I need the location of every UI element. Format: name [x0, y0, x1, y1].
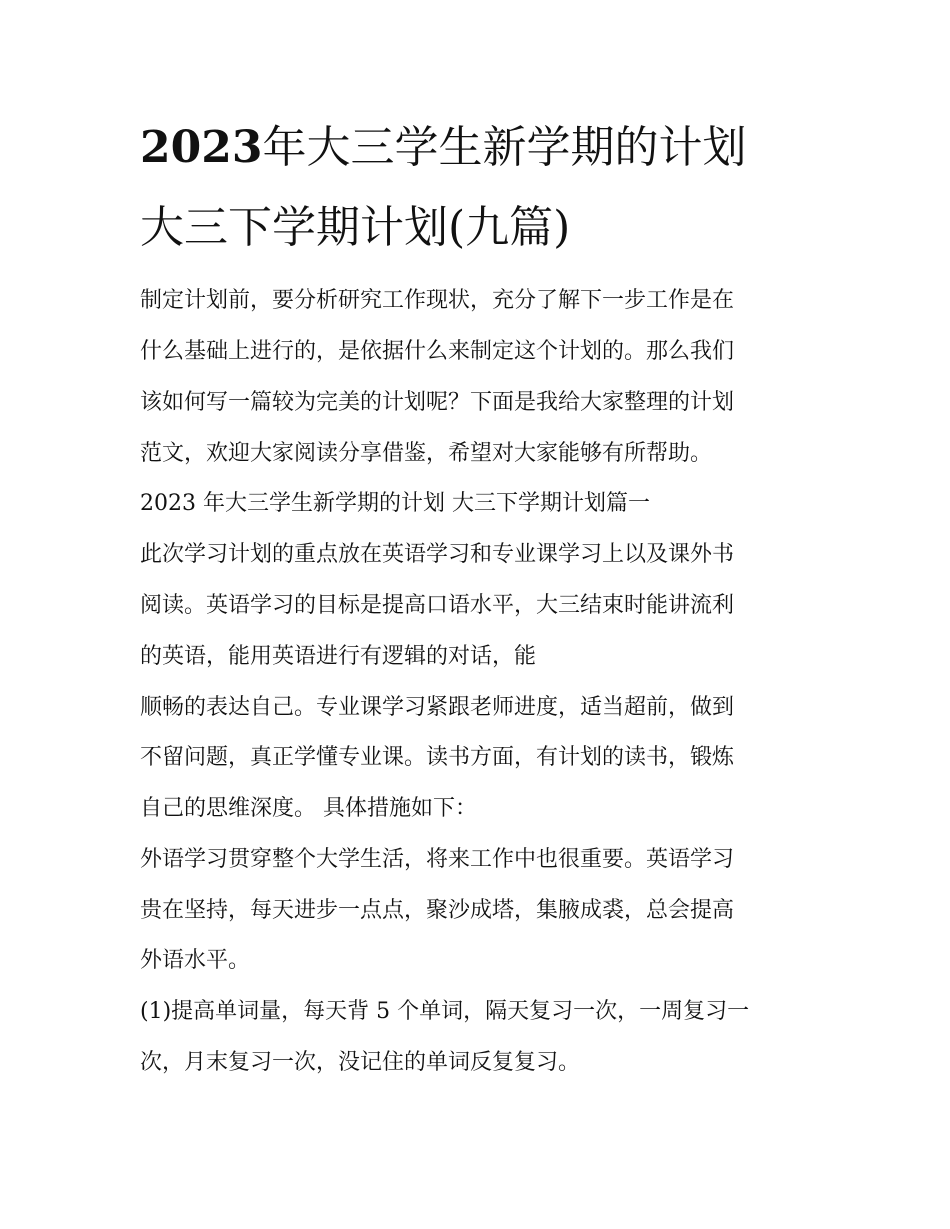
paragraph-line: 该如何写一篇较为完美的计划呢？下面是我给大家整理的计划: [140, 390, 735, 415]
paragraph-line: 自己的思维深度。 具体措施如下：: [140, 796, 477, 821]
list-item-line: 次，月末复习一次，没记住的单词反复复习。: [140, 1050, 581, 1075]
list-item-line: (1)提高单词量，每天背 5 个单词，隔天复习一次，一周复习一: [140, 999, 750, 1024]
paragraph-line: 阅读。英语学习的目标是提高口语水平，大三结束时能讲流利: [140, 593, 735, 618]
paragraph-line: 什么基础上进行的，是依据什么来制定这个计划的。那么我们: [140, 339, 735, 364]
title-line-1: [140, 122, 830, 174]
paragraph-line: 制定计划前，要分析研究工作现状，充分了解下一步工作是在: [140, 288, 735, 313]
paragraph-line: 不留问题，真正学懂专业课。读书方面，有计划的读书，锻炼: [140, 745, 735, 770]
section-heading: 2023 年大三学生新学期的计划 大三下学期计划篇一: [140, 491, 650, 516]
title-line-2: 大三下学期计划(九篇): [140, 202, 571, 253]
title-line-1-text: 年大三学生新学期的计划: [262, 122, 747, 173]
paragraph-line: 贵在坚持，每天进步一点点，聚沙成塔，集腋成裘，总会提高: [140, 898, 735, 923]
paragraph-line: 外语水平。: [140, 948, 251, 973]
paragraph-line: 范文，欢迎大家阅读分享借鉴，希望对大家能够有所帮助。: [140, 441, 713, 466]
paragraph-line: 此次学习计划的重点放在英语学习和专业课学习上以及课外书: [140, 542, 735, 567]
paragraph-line: 的英语，能用英语进行有逻辑的对话，能: [140, 644, 537, 669]
title-year: 2023: [140, 122, 263, 173]
paragraph-line: 顺畅的表达自己。专业课学习紧跟老师进度，适当超前，做到: [140, 695, 735, 720]
paragraph-line: 外语学习贯穿整个大学生活，将来工作中也很重要。英语学习: [140, 847, 735, 872]
